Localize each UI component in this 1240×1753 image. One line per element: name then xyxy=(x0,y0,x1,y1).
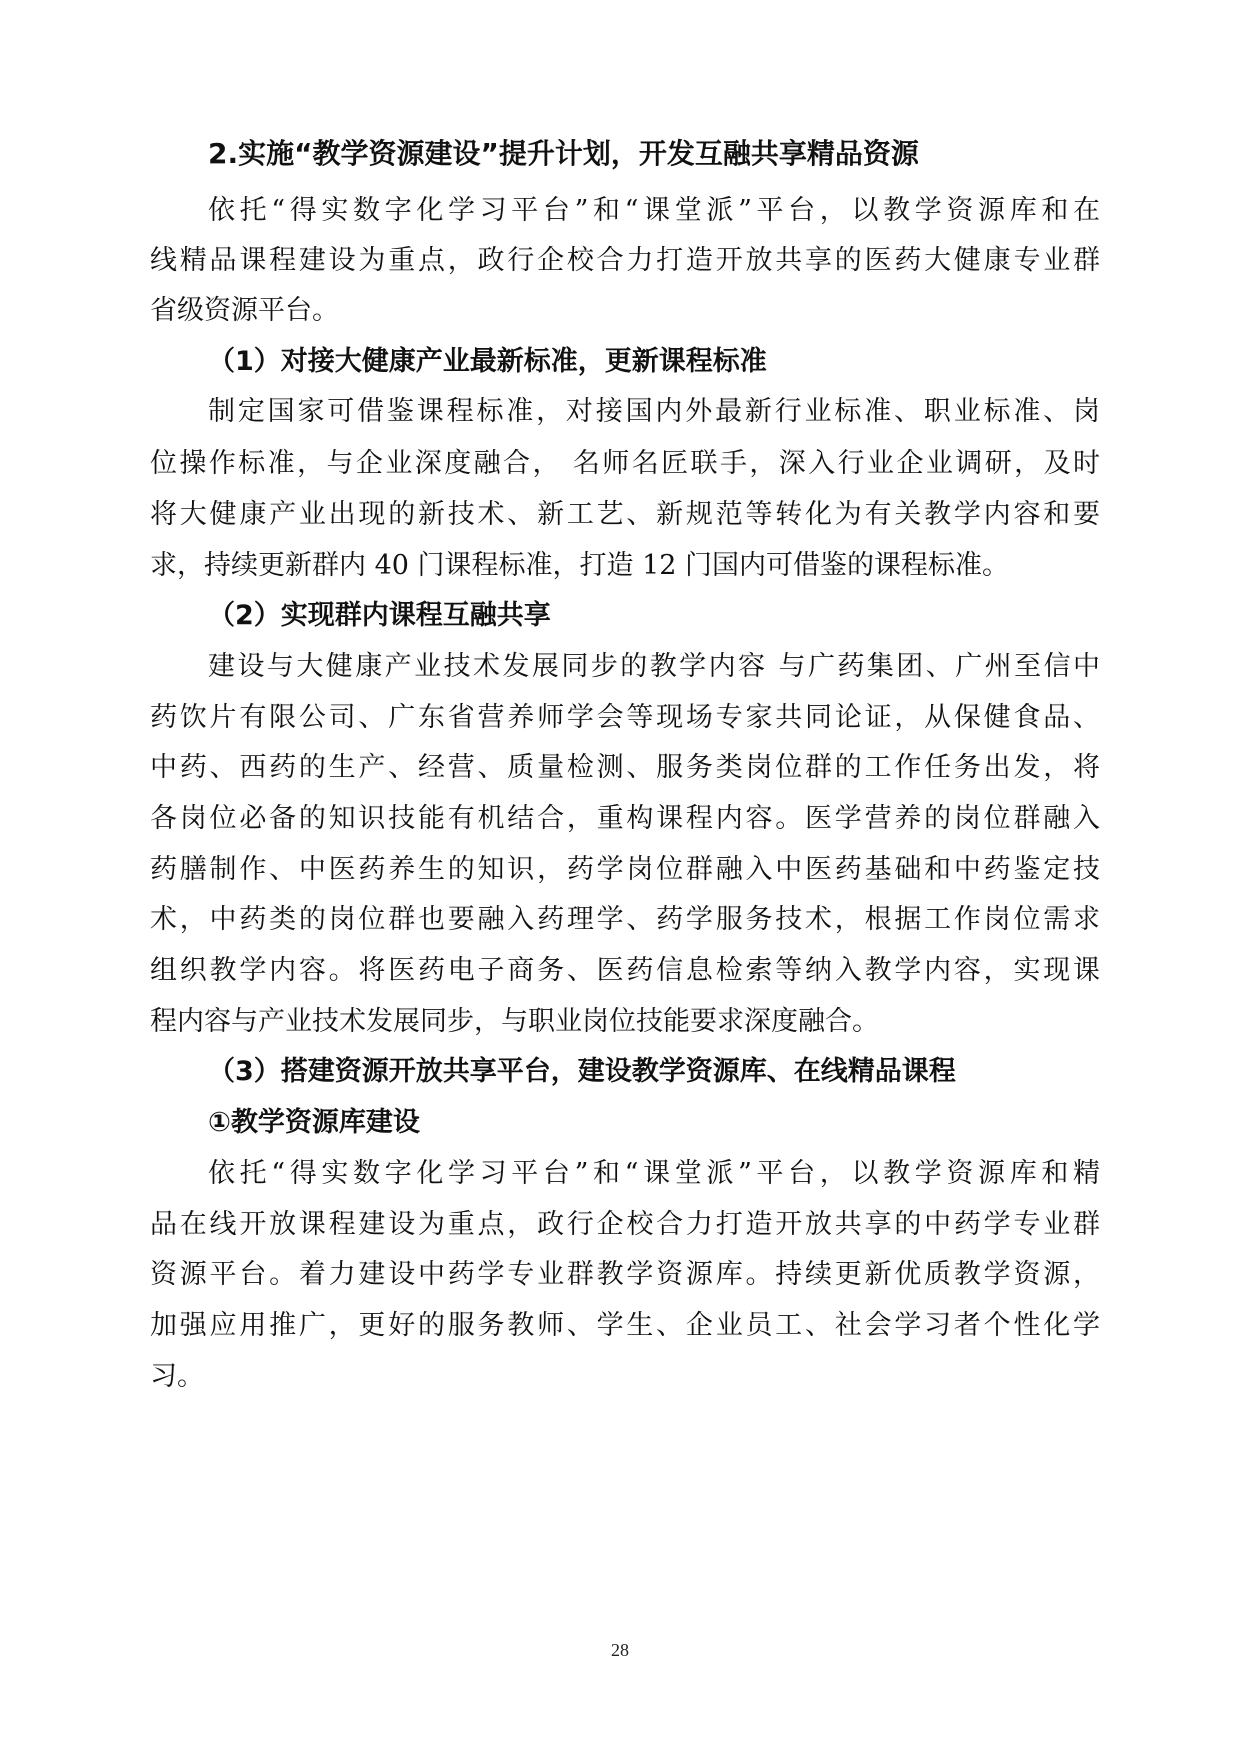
page-number: 28 xyxy=(611,1640,629,1660)
subheading-2: （2）实现群内课程互融共享 xyxy=(208,600,551,631)
paragraph-3-line: 药饮片有限公司、广东省营养师学会等现场专家共同论证，从保健食品、 xyxy=(150,702,1100,733)
section-heading: 2.实施“教学资源建设”提升计划，开发互融共享精品资源 xyxy=(208,137,919,170)
paragraph-4-line: 品在线开放课程建设为重点，政行企校合力打造开放共享的中药学专业群 xyxy=(150,1209,1100,1240)
paragraph-1-line: 线精品课程建设为重点，政行企校合力打造开放共享的医药大健康专业群 xyxy=(150,245,1100,276)
subheading-3: （3）搭建资源开放共享平台，建设教学资源库、在线精品课程 xyxy=(208,1056,956,1087)
paragraph-4-line: 依托“得实数字化学习平台”和“课堂派”平台，以教学资源库和精 xyxy=(208,1158,1100,1189)
paragraph-2-line: 制定国家可借鉴课程标准，对接国内外最新行业标准、职业标准、岗 xyxy=(208,396,1100,427)
paragraph-4-line: 加强应用推广，更好的服务教师、学生、企业员工、社会学习者个性化学 xyxy=(150,1310,1100,1341)
paragraph-3-line: 组织教学内容。将医药电子商务、医药信息检索等纳入教学内容，实现课 xyxy=(150,955,1100,986)
paragraph-3-line: 术，中药类的岗位群也要融入药理学、药学服务技术，根据工作岗位需求 xyxy=(150,904,1100,935)
paragraph-2-line: 将大健康产业出现的新技术、新工艺、新规范等转化为有关教学内容和要 xyxy=(150,499,1100,530)
subheading-3a: ①教学资源库建设 xyxy=(208,1107,420,1138)
paragraph-4-line: 习。 xyxy=(150,1361,204,1392)
paragraph-2-line: 位操作标准，与企业深度融合， 名师名匠联手，深入行业企业调研，及时 xyxy=(150,448,1100,479)
paragraph-3-line: 各岗位必备的知识技能有机结合，重构课程内容。医学营养的岗位群融入 xyxy=(150,803,1100,834)
paragraph-3-line: 中药、西药的生产、经营、质量检测、服务类岗位群的工作任务出发，将 xyxy=(150,752,1100,783)
paragraph-4-line: 资源平台。着力建设中药学专业群教学资源库。持续更新优质教学资源， xyxy=(150,1259,1100,1290)
paragraph-3-line: 药膳制作、中医药养生的知识，药学岗位群融入中医药基础和中药鉴定技 xyxy=(150,854,1100,885)
paragraph-1-line: 依托“得实数字化学习平台”和“课堂派”平台，以教学资源库和在 xyxy=(208,195,1100,226)
subheading-1: （1）对接大健康产业最新标准，更新课程标准 xyxy=(208,346,767,377)
paragraph-3-line: 建设与大健康产业技术发展同步的教学内容 与广药集团、广州至信中 xyxy=(208,651,1100,682)
paragraph-2-line: 求，持续更新群内 40 门课程标准，打造 12 门国内可借鉴的课程标准。 xyxy=(150,550,1010,581)
paragraph-1-line: 省级资源平台。 xyxy=(150,295,339,326)
paragraph-3-line: 程内容与产业技术发展同步，与职业岗位技能要求深度融合。 xyxy=(150,1006,879,1037)
